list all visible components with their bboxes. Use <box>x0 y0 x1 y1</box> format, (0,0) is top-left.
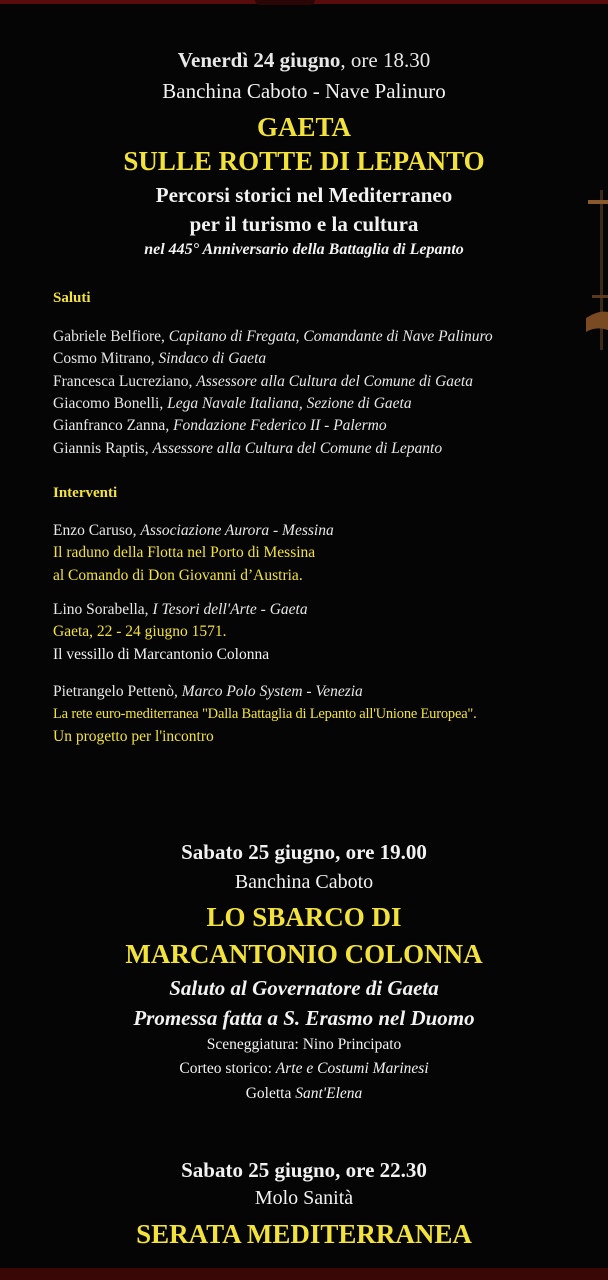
event2-subtitle-line1: Saluto al Governatore di Gaeta <box>169 976 439 1000</box>
credit-value: Arte e Costumi Marinesi <box>275 1060 429 1077</box>
saluti-row <box>53 417 387 435</box>
speaker-role: Capitano di Fregata, Comandante di Nave Palinuro <box>168 328 493 345</box>
top-border <box>0 0 608 4</box>
speaker-role: Marco Polo System - Venezia <box>181 683 363 700</box>
intervento-speaker <box>53 522 334 540</box>
intervento-speaker <box>53 683 363 701</box>
event1-place: Banchina Caboto - Nave Palinuro <box>162 79 446 103</box>
event3-date: Sabato 25 giugno, ore 22.30 <box>181 1158 427 1182</box>
speaker-role: Fondazione Federico II - Palermo <box>173 417 387 434</box>
saluti-row <box>53 395 412 413</box>
saluti-row <box>53 328 493 346</box>
credit-label: Corteo storico: <box>179 1060 276 1077</box>
top-ornament <box>255 0 315 5</box>
speaker-role: I Tesori dell'Arte - Gaeta <box>152 601 308 618</box>
event1-date <box>0 48 608 73</box>
speaker-role: Lega Navale Italiana, Sezione di Gaeta <box>167 395 412 412</box>
intervento-speaker <box>53 601 308 619</box>
speaker-name: Pietrangelo Pettenò, <box>53 683 182 700</box>
event1-anniversary: nel 445° Anniversario della Battaglia di Lepanto <box>144 241 464 258</box>
speaker-name: Giacomo Bonelli, <box>53 395 168 412</box>
credit-label: Sceneggiatura: <box>206 1036 303 1053</box>
event1-day: Venerdì 24 giugno <box>177 48 341 72</box>
intervento-topic-line: Un progetto per l'incontro <box>53 728 214 745</box>
speaker-name: Enzo Caruso, <box>53 522 141 539</box>
event2-credit-screenplay <box>0 1036 608 1054</box>
event1-time: , ore 18.30 <box>340 48 431 72</box>
event2-title-line2: MARCANTONIO COLONNA <box>125 939 483 969</box>
event1-subtitle-line1: Percorsi storici nel Mediterraneo <box>155 183 453 207</box>
speaker-role: Sindaco di Gaeta <box>158 350 267 367</box>
saluti-heading: Saluti <box>53 290 91 306</box>
event3-place: Molo Sanità <box>254 1187 354 1209</box>
event1-title-line2: SULLE ROTTE DI LEPANTO <box>123 146 485 176</box>
speaker-name: Giannis Raptis, <box>53 440 153 457</box>
speaker-name: Lino Sorabella, <box>53 601 153 618</box>
speaker-name: Cosmo Mitrano, <box>53 350 159 367</box>
speaker-name: Francesca Lucreziano, <box>53 373 197 390</box>
event2-subtitle-line2: Promessa fatta a S. Erasmo nel Duomo <box>133 1006 475 1030</box>
event2-title-line1: LO SBARCO DI <box>206 902 402 932</box>
event2-credit-parade <box>0 1060 608 1078</box>
saluti-row <box>53 440 442 458</box>
credit-value: Sant'Elena <box>295 1085 363 1102</box>
intervento-topic-line: La rete euro-mediterranea "Dalla Battaglia di Lepanto all'Unione Europea". <box>53 706 477 722</box>
speaker-role: Assessore alla Cultura del Comune di Lepanto <box>152 440 443 457</box>
event2-credit-schooner <box>0 1085 608 1103</box>
speaker-role: Associazione Aurora - Messina <box>140 522 334 539</box>
event1-subtitle-line2: per il turismo e la cultura <box>189 212 419 236</box>
intervento-topic-line: al Comando di Don Giovanni d’Austria. <box>53 567 303 584</box>
event3-title: SERATA MEDITERRANEA <box>136 1219 472 1249</box>
intervento-topic-line: Gaeta, 22 - 24 giugno 1571. <box>53 623 227 640</box>
speaker-name: Gianfranco Zanna, <box>53 417 174 434</box>
bottom-border <box>0 1268 608 1280</box>
saluti-row <box>53 373 473 391</box>
event1-title-line1: GAETA <box>256 112 351 142</box>
event2-date: Sabato 25 giugno, ore 19.00 <box>181 840 427 864</box>
event2-place: Banchina Caboto <box>234 871 374 893</box>
interventi-heading: Interventi <box>53 485 118 501</box>
speaker-role: Assessore alla Cultura del Comune di Gaeta <box>196 373 473 390</box>
credit-label: Goletta <box>245 1085 296 1102</box>
saluti-row <box>53 350 266 368</box>
intervento-topic-line: Il raduno della Flotta nel Porto di Messina <box>53 544 316 561</box>
credit-value: Nino Principato <box>302 1036 402 1053</box>
speaker-name: Gabriele Belfiore, <box>53 328 169 345</box>
intervento-topic-line: Il vessillo di Marcantonio Colonna <box>53 646 270 663</box>
